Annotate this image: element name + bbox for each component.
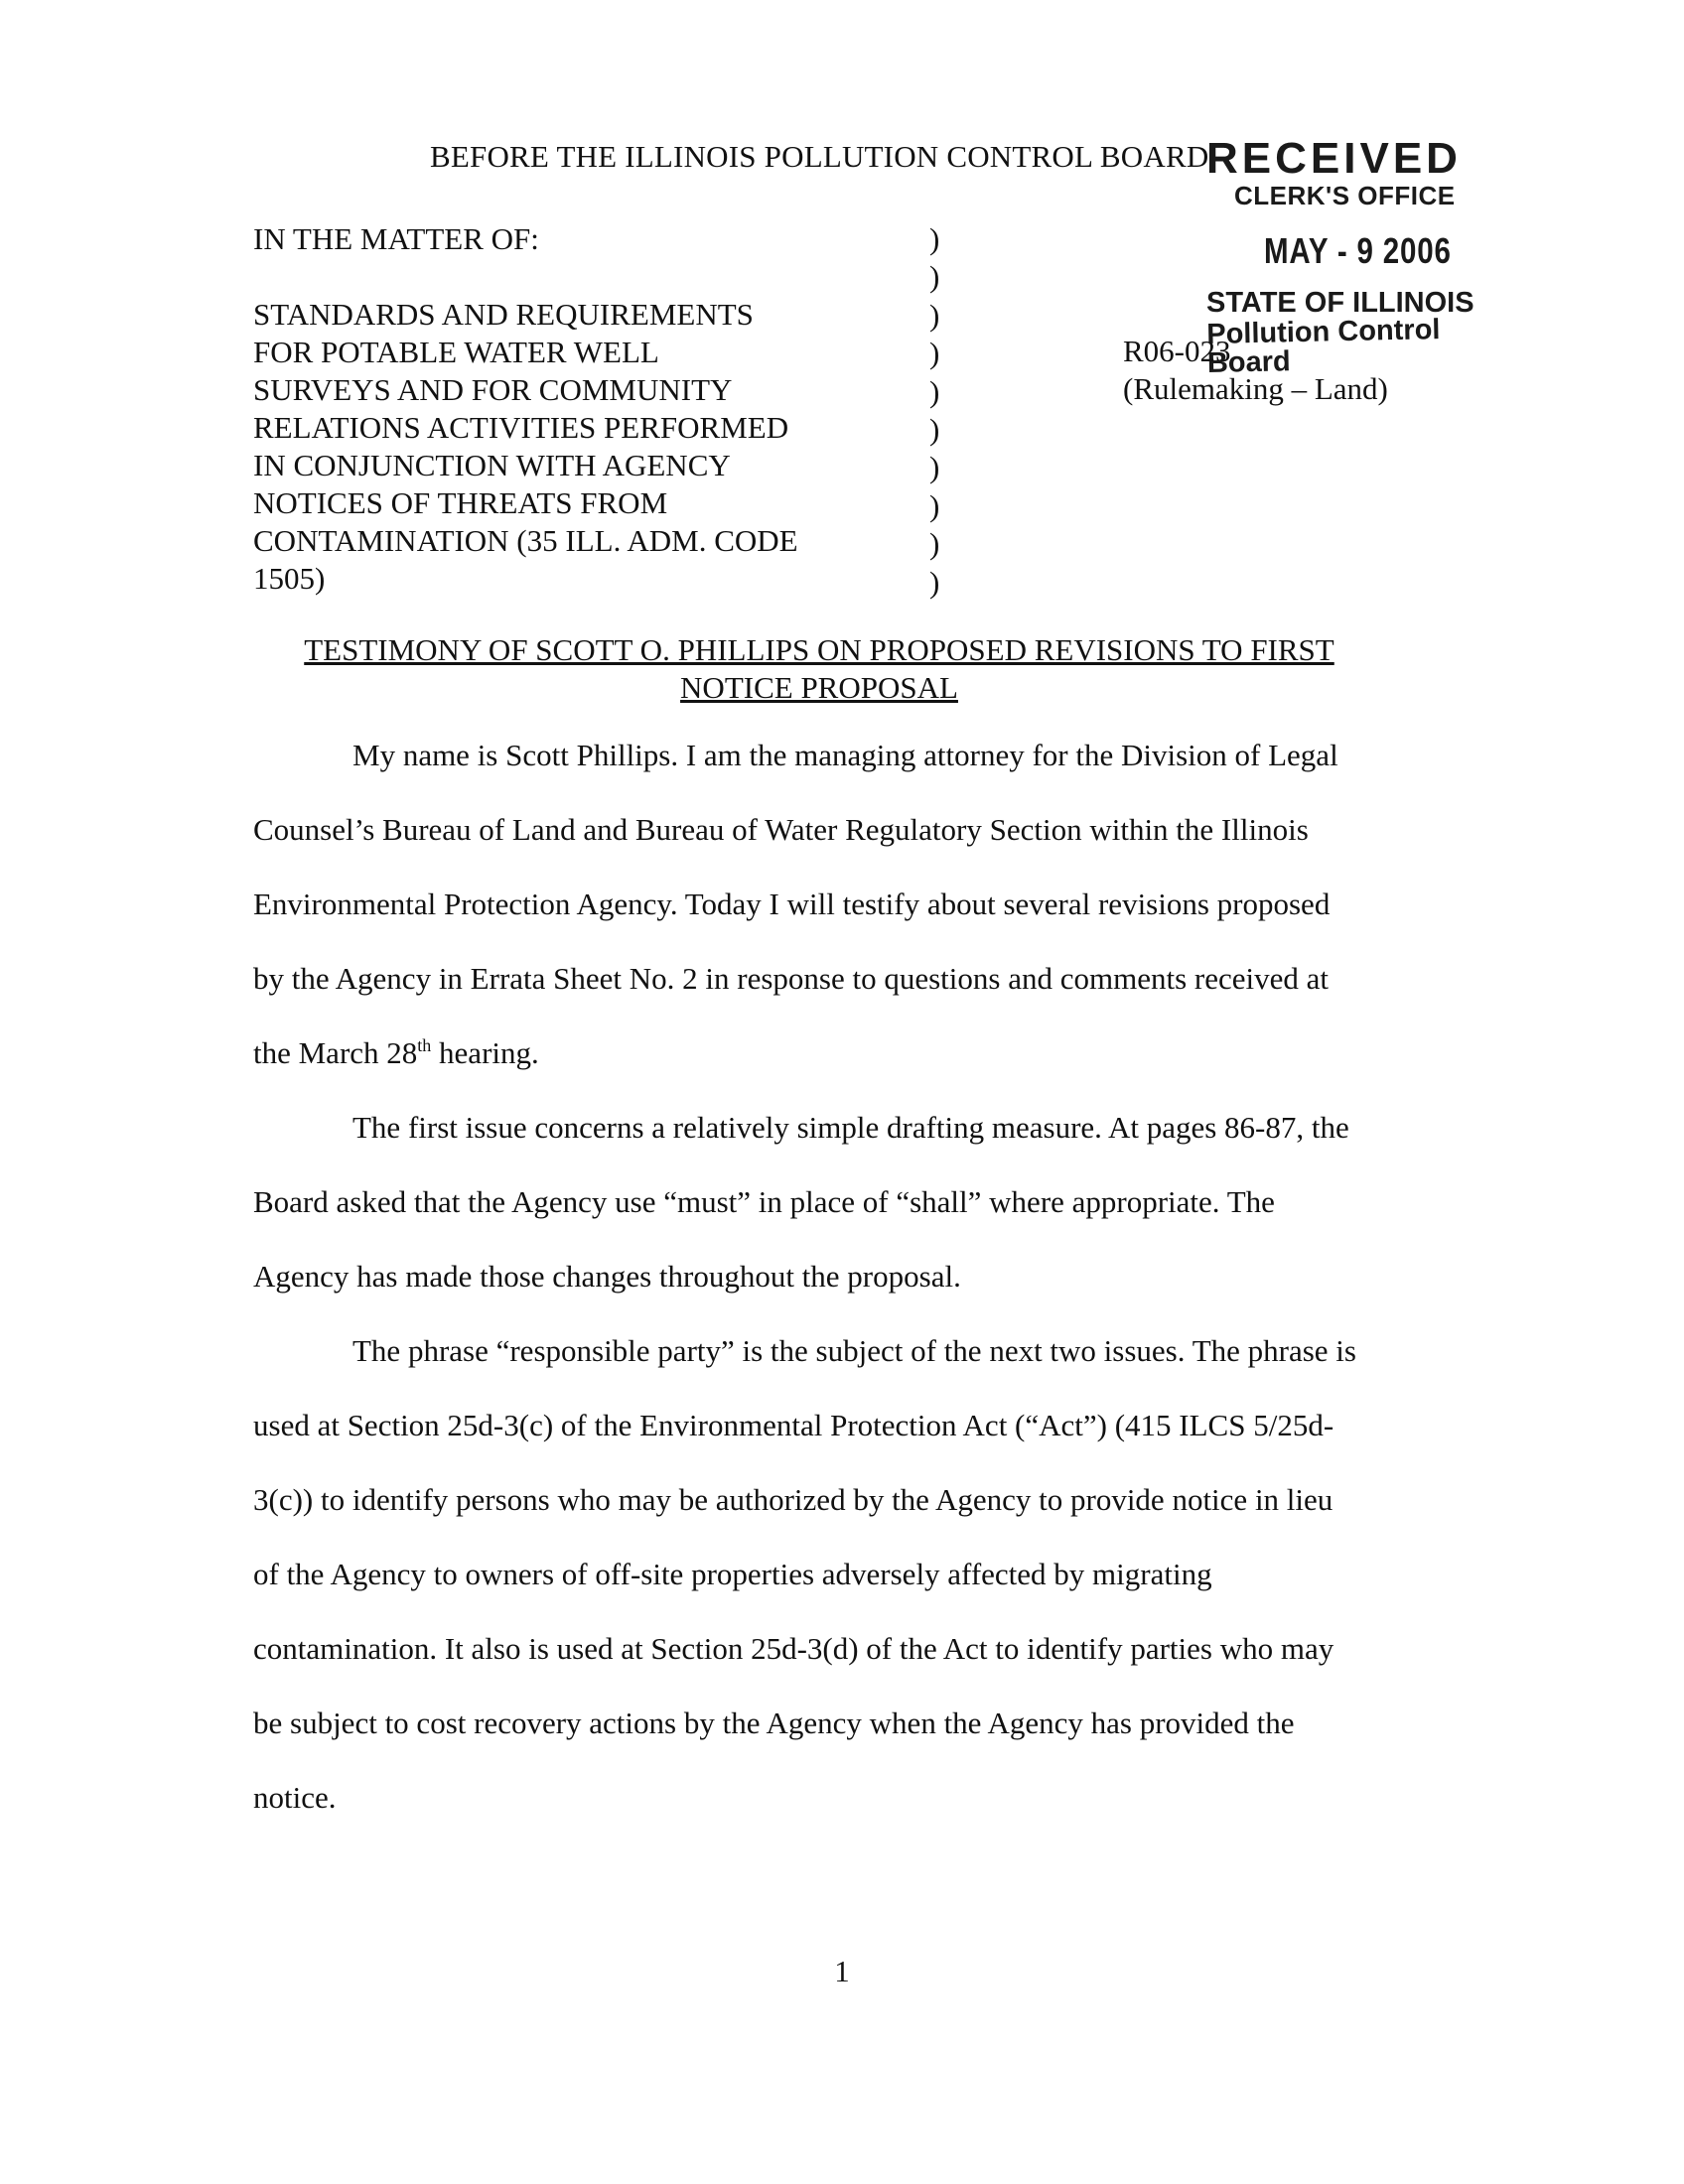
text-line: contamination. It also is used at Section 25d-3(d) of the Act to identify parties who may [253,1631,1334,1666]
text-line: Environmental Protection Agency. Today I will testify about several revisions proposed [253,887,1331,921]
paragraph-1 [253,737,1425,1109]
caption-paren: ) [929,336,940,371]
testimony-title-line: TESTIMONY OF SCOTT O. PHILLIPS ON PROPOSED REVISIONS TO FIRST [304,632,1334,667]
stamp-state: STATE OF ILLINOIS [1206,287,1474,319]
case-caption [253,220,869,598]
text-line: Board asked that the Agency use “must” in place of “shall” where appropriate. The [253,1184,1275,1219]
proceeding-title-line: FOR POTABLE WATER WELL [253,335,659,369]
stamp-received: RECEIVED [1206,134,1462,183]
caption-paren: ) [929,564,940,600]
testimony-body [253,737,1425,1853]
caption-paren: ) [929,221,940,256]
proceeding-title-line: IN CONJUNCTION WITH AGENCY [253,448,731,482]
proceeding-title-line: RELATIONS ACTIVITIES PERFORMED [253,410,789,445]
caption-paren: ) [929,259,940,295]
text-line: be subject to cost recovery actions by the Agency when the Agency has provided the [253,1706,1295,1740]
text-line: Agency has made those changes throughout the proposal. [253,1259,961,1294]
text-line [253,1034,1425,1109]
board-header: BEFORE THE ILLINOIS POLLUTION CONTROL BOARD [430,139,1209,174]
case-type: (Rulemaking – Land) [1123,371,1388,406]
stamp-clerk-office: CLERK'S OFFICE [1234,181,1456,210]
caption-parentheses [929,220,939,602]
stamp-board: Pollution Control Board [1205,314,1441,379]
case-info [1123,333,1388,408]
caption-paren: ) [929,487,940,523]
text-fragment: hearing. [431,1035,539,1070]
caption-paren: ) [929,373,940,409]
stamp-date: MAY - 9 2006 [1264,230,1452,271]
proceeding-title-line: SURVEYS AND FOR COMMUNITY [253,372,733,407]
caption-paren: ) [929,297,940,333]
paragraph-2 [253,1109,1425,1332]
text-line: The phrase “responsible party” is the subject of the next two issues. The phrase is [352,1333,1356,1368]
text-line: 3(c)) to identify persons who may be authorized by the Agency to provide notice in lieu [253,1482,1333,1517]
proceeding-title-line: STANDARDS AND REQUIREMENTS [253,297,754,332]
caption-paren: ) [929,450,940,485]
testimony-title-line: NOTICE PROPOSAL [680,670,958,705]
in-the-matter-label: IN THE MATTER OF: [253,221,539,256]
text-fragment: the March 28 [253,1035,418,1070]
text-line: of the Agency to owners of off-site properties adversely affected by migrating [253,1557,1212,1591]
text-line: by the Agency in Errata Sheet No. 2 in response to questions and comments received at [253,961,1329,996]
text-line: used at Section 25d-3(c) of the Environmental Protection Act (“Act”) (415 ILCS 5/25d- [253,1408,1334,1442]
text-line: Counsel’s Bureau of Land and Bureau of Water Regulatory Section within the Illinois [253,812,1309,847]
caption-paren: ) [929,412,940,448]
proceeding-title-line: 1505) [253,561,326,596]
testimony-title [199,631,1440,707]
paragraph-3 [253,1332,1425,1853]
page-number: 1 [834,1954,850,1988]
caption-paren: ) [929,526,940,562]
text-line: notice. [253,1780,337,1815]
text-line: My name is Scott Phillips. I am the managing attorney for the Division of Legal [352,738,1338,772]
case-number: R06-023 [1123,334,1231,368]
ordinal-suffix: th [417,1035,432,1055]
proceeding-title-line: NOTICES OF THREATS FROM [253,485,668,520]
text-line: The first issue concerns a relatively simple drafting measure. At pages 86-87, the [352,1110,1349,1145]
proceeding-title-line: CONTAMINATION (35 ILL. ADM. CODE [253,523,798,558]
